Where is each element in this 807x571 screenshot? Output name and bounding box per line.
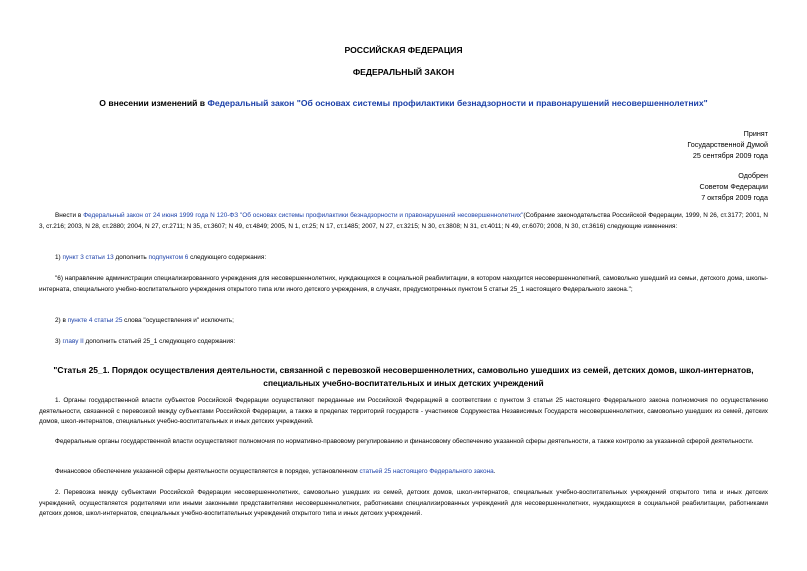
- item-1-num: 1): [55, 254, 63, 261]
- approved-block: [700, 170, 768, 203]
- item-3: [39, 337, 768, 348]
- item-2: [39, 316, 768, 327]
- item-3-end: дополнить статьей 25_1 следующего содержания:: [83, 338, 236, 345]
- accepted-date: 25 сентября 2009 года: [692, 151, 768, 160]
- item-3-num: 3): [55, 338, 63, 345]
- law-title: [0, 98, 807, 108]
- item-1-end: следующего содержания:: [188, 254, 267, 261]
- item-2-end: слова "осуществления и" исключить;: [122, 317, 234, 324]
- country-heading: РОССИЙСКАЯ ФЕДЕРАЦИЯ: [344, 45, 463, 55]
- item-1: [39, 253, 768, 264]
- article-25-link[interactable]: статьей 25 настоящего Федерального закона: [359, 468, 494, 475]
- item-1-text: "6) направление администрации специализированного учреждения для несовершеннолетних, нуждающихся в социальной реабилитации, в котором находится несовершеннолетний, самовольно ушедший из семьи, детского дома, школы-интерната, специального учебно-воспитательного учреждения открытого типа или иного детского учреждения, в случаях, предусмотренных пунктом 5 статьи 25_1 настоящего Федерального закона.";: [39, 275, 768, 293]
- item-1-mid: дополнить: [113, 254, 149, 261]
- item-2-link[interactable]: пункте 4 статьи 25: [67, 317, 123, 324]
- article-paragraph-4: 2. Перевозка между субъектами Российской Федерации несовершеннолетних, самовольно ушедших из семей, детских домов, школ-интернатов, специальных учебно-воспитательных учреждений открытого типа и иных детских учреждений, осуществляется родителями или иными законными представителями несовершеннолетних, работниками специализированных учреждений для несовершеннолетних, нуждающихся в социальной реабилитации, работниками детских домов, школ-интернатов, специальных учебно-воспитательных учреждений открытого типа и иных детских учреждений.: [39, 489, 768, 517]
- accepted-label: Принят: [743, 129, 768, 138]
- intro-law-link[interactable]: Федеральный закон от 24 июня 1999 года N 120-ФЗ "Об основах системы профилактики безнадзорности и правонарушений несовершеннолетних": [83, 212, 524, 219]
- article-paragraph-3: [39, 467, 768, 478]
- article-paragraph-1: 1. Органы государственной власти субъектов Российской Федерации осуществляют переданные им Российской Федерацией в соответствии с пунктом 3 статьи 25 настоящего Федерального закона полномочия по осуществлению деятельности, связанной с перевозкой между субъектами Российской Федерации, а также в пределах территорий государств - участников Содружества Независимых Государств несовершеннолетних, самовольно ушедших из семей, детских домов, школ-интернатов, специальных учебно-воспитательных и иных детских учреждений.: [39, 397, 768, 425]
- item-2-num: 2) в: [55, 317, 68, 324]
- approved-date: 7 октября 2009 года: [701, 193, 768, 202]
- item-1-link-article[interactable]: пункт 3 статьи 13: [62, 254, 114, 261]
- federal-law-link[interactable]: Федеральный закон "Об основах системы профилактики безнадзорности и правонарушений несовершеннолетних": [207, 98, 708, 108]
- article-heading: "Статья 25_1. Порядок осуществления деятельности, связанной с перевозкой несовершеннолетних, самовольно ушедших из семей, детских домов, школ-интернатов, специальных учебно-воспитательных и иных детских учреждений: [53, 365, 754, 388]
- approved-by: Советом Федерации: [699, 182, 768, 191]
- law-title-prefix: О внесении изменений в: [99, 98, 208, 108]
- doc-type-heading: ФЕДЕРАЛЬНЫЙ ЗАКОН: [352, 67, 455, 77]
- intro-paragraph: [39, 211, 768, 232]
- article-paragraph-2: Федеральные органы государственной власти осуществляют полномочия по нормативно-правовому регулированию и финансовому обеспечению указанной сферы деятельности, а также контролю за указанной сферой деятельности.: [55, 438, 754, 445]
- article-p3-prefix: Финансовое обеспечение указанной сферы деятельности осуществляется в порядке, установленном: [55, 468, 360, 475]
- approved-label: Одобрен: [738, 171, 768, 180]
- accepted-by: Государственной Думой: [687, 140, 768, 149]
- item-3-link[interactable]: главу II: [62, 338, 84, 345]
- article-p3-suffix: .: [493, 468, 496, 475]
- item-1-link-subpoint[interactable]: подпунктом 6: [148, 254, 189, 261]
- intro-prefix: Внести в: [55, 212, 84, 219]
- intro-suffix: (Собрание законодательства Российской Федерации, 1999, N 26, ст.3177; 2001, N 3, ст.216; 2003, N 28, ст.2880; 2004, N 27, ст.2711; N 35, ст.3607; N 49, ст.4849; 2005, N 1, ст.25; N 17, ст.1485; 2007, N 27, ст.3215; N 30, ст.3808; N 31, ст.4011; N 49, ст.6070; 2008, N 30, ст.3616) следующие изменения:: [39, 212, 769, 230]
- accepted-block: [687, 128, 768, 161]
